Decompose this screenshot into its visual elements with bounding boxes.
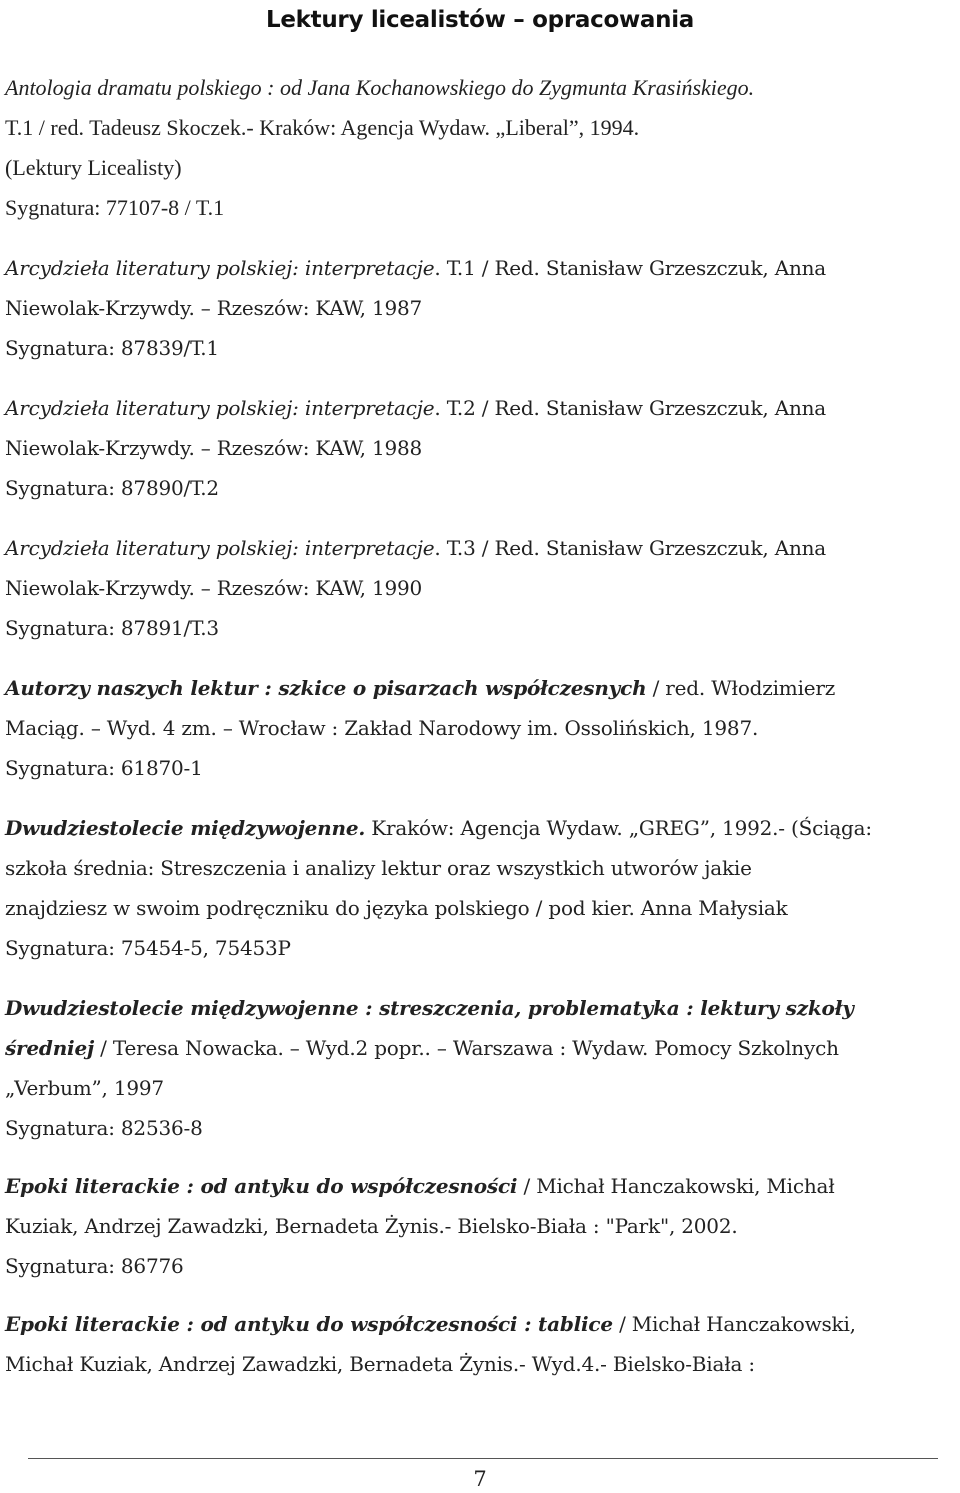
entry-text: Niewolak-Krzywdy. – Rzeszów: KAW, 1990 [5, 576, 423, 600]
entry-text: Michał Kuziak, Andrzej Zawadzki, Bernadeta Żynis.- Wyd.4.- Bielsko-Biała : [5, 1352, 755, 1376]
entry-line [5, 528, 956, 568]
entry-line [5, 468, 956, 508]
bibliography-entry [5, 248, 956, 368]
entry-line [5, 388, 956, 428]
entry-line [5, 1108, 956, 1148]
entry-line [5, 808, 956, 848]
entry-line [5, 1304, 956, 1344]
entry-text: znajdziesz w swoim podręczniku do języka polskiego / pod kier. Anna Małysiak [5, 896, 788, 920]
bibliography-entry [5, 528, 956, 648]
entry-line [5, 1166, 956, 1206]
entry-title-text: Dwudziestolecie międzywojenne. [5, 816, 366, 840]
entry-title-text: Epoki literackie : od antyku do współczesności [5, 1174, 518, 1198]
entry-text: szkoła średnia: Streszczenia i analizy lektur oraz wszystkich utworów jakie [5, 856, 752, 880]
entry-text: Sygnatura: 75454-5, 75453P [5, 936, 291, 960]
entry-text: . T.3 / Red. Stanisław Grzeszczuk, Anna [434, 536, 827, 560]
entry-line [5, 328, 956, 368]
entry-line [5, 1206, 956, 1246]
bibliography-entry [5, 668, 956, 788]
entry-line [5, 108, 956, 148]
entry-text: Sygnatura: 87839/T.1 [5, 336, 219, 360]
entry-title-text: Antologia dramatu polskiego : od Jana Kochanowskiego do Zygmunta Krasińskiego. [5, 75, 755, 100]
entry-text: „Verbum”, 1997 [5, 1076, 164, 1100]
entry-title-text: Arcydzieła literatury polskiej: interpretacje [5, 536, 435, 560]
entry-text: Sygnatura: 77107-8 / T.1 [5, 195, 225, 220]
entry-line [5, 708, 956, 748]
entry-text: Sygnatura: 61870-1 [5, 756, 203, 780]
entry-text: (Lektury Licealisty) [5, 155, 182, 180]
entry-title-text: Autorzy naszych lektur : szkice o pisarzach współczesnych [5, 676, 647, 700]
entry-title-text: Arcydzieła literatury polskiej: interpretacje [5, 396, 435, 420]
bibliography-entry [5, 388, 956, 508]
entry-text: T.1 / red. Tadeusz Skoczek.- Kraków: Agencja Wydaw. „Liberal”, 1994. [5, 115, 640, 140]
entry-line [5, 1246, 956, 1286]
entry-line [5, 608, 956, 648]
entry-text: / Teresa Nowacka. – Wyd.2 popr.. – Warszawa : Wydaw. Pomocy Szkolnych [94, 1036, 839, 1060]
entry-line [5, 248, 956, 288]
entry-text: / Michał Hanczakowski, Michał [517, 1174, 835, 1198]
entry-line [5, 928, 956, 968]
entry-title-text: średniej [5, 1036, 95, 1060]
bibliography-entry [5, 988, 956, 1148]
entry-text: Maciąg. – Wyd. 4 zm. – Wrocław : Zakład Narodowy im. Ossolińskich, 1987. [5, 716, 759, 740]
entry-text: Sygnatura: 82536-8 [5, 1116, 203, 1140]
entry-line [5, 1028, 956, 1068]
entry-line [5, 668, 956, 708]
entry-line [5, 148, 956, 188]
footer-divider [28, 1458, 938, 1459]
entry-text: . T.1 / Red. Stanisław Grzeszczuk, Anna [434, 256, 827, 280]
entry-text: Sygnatura: 87891/T.3 [5, 616, 219, 640]
entry-text: Niewolak-Krzywdy. – Rzeszów: KAW, 1987 [5, 296, 423, 320]
bibliography-entry [5, 1166, 956, 1286]
entry-text: / red. Włodzimierz [646, 676, 836, 700]
page-title: Lektury licealistów – opracowania [265, 7, 694, 33]
entry-line [5, 428, 956, 468]
entry-text: Sygnatura: 86776 [5, 1254, 184, 1278]
entry-title-text: Arcydzieła literatury polskiej: interpretacje [5, 256, 435, 280]
bibliography-entry [5, 808, 956, 968]
entry-text: . T.2 / Red. Stanisław Grzeszczuk, Anna [434, 396, 827, 420]
entry-line [5, 748, 956, 788]
entry-title-text: Dwudziestolecie międzywojenne : streszczenia, problematyka : lektury szkoły [5, 996, 854, 1020]
bibliography-entry [5, 1304, 956, 1384]
entry-text: Kuziak, Andrzej Zawadzki, Bernadeta Żynis.- Bielsko-Biała : "Park", 2002. [5, 1214, 738, 1238]
entry-text: Sygnatura: 87890/T.2 [5, 476, 219, 500]
bibliography-entry [5, 68, 956, 228]
entry-text: Kraków: Agencja Wydaw. „GREG”, 1992.- (Ściąga: [365, 816, 872, 840]
entry-title-text: Epoki literackie : od antyku do współczesności : tablice [5, 1312, 613, 1336]
entry-line [5, 288, 956, 328]
entry-line [5, 1068, 956, 1108]
entry-line [5, 888, 956, 928]
entry-line [5, 988, 956, 1028]
page-number: 7 [473, 1467, 487, 1491]
entry-line [5, 1344, 956, 1384]
entry-line [5, 848, 956, 888]
entry-line [5, 68, 956, 108]
entry-line [5, 568, 956, 608]
entry-text: / Michał Hanczakowski, [612, 1312, 856, 1336]
entry-text: Niewolak-Krzywdy. – Rzeszów: KAW, 1988 [5, 436, 423, 460]
entry-line [5, 188, 956, 228]
